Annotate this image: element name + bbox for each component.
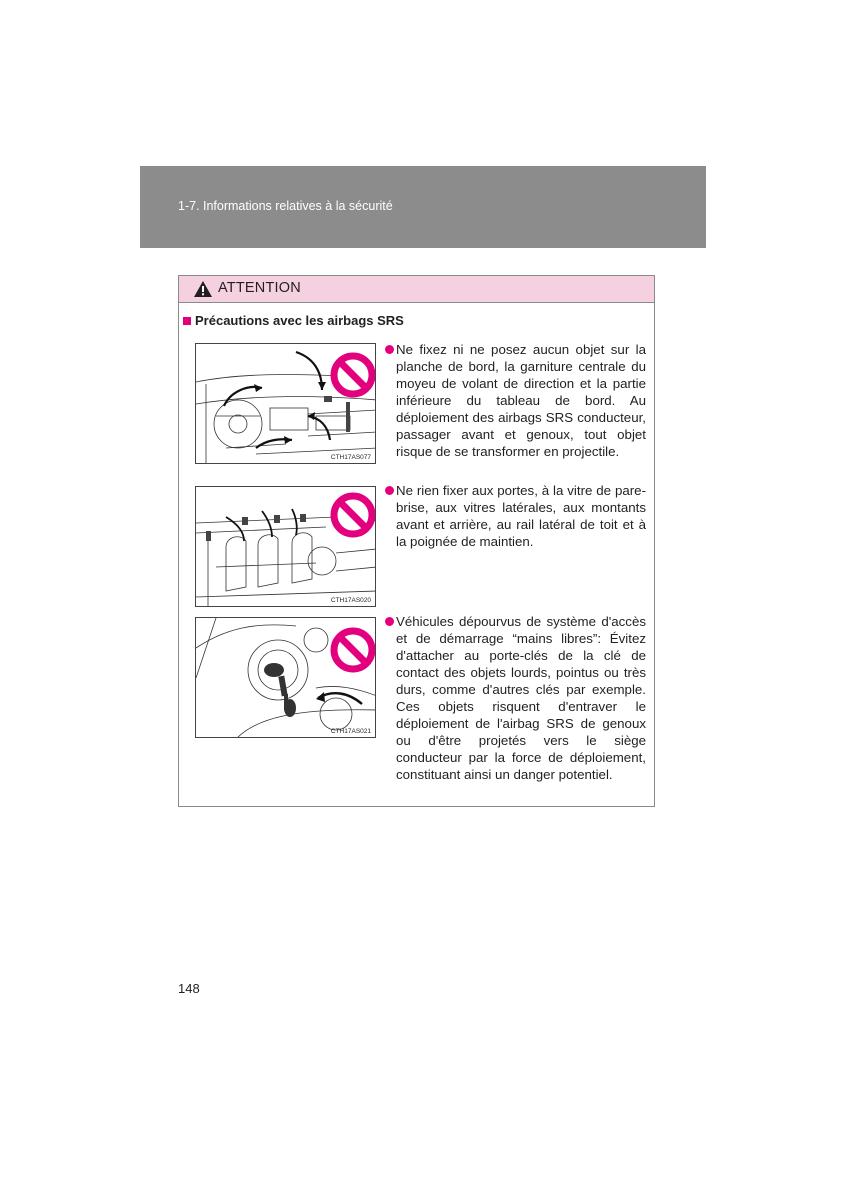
figure-key	[195, 617, 376, 738]
key-illustration	[196, 618, 376, 738]
precautions-heading-text: Précautions avec les airbags SRS	[195, 313, 404, 328]
figure-code: CTH17AS021	[330, 728, 371, 735]
precaution-item-text: Véhicules dépourvus de système d'accès et de démarrage “mains libres”: Évitez d'attacher au porte-clés de la clé de contact des objets lourds, pointus ou très durs, comme d'autres clés par exemple. Ces objets risquent d'entraver le déploiement de l'airbag SRS de genoux ou d'être projetés vers le siège conducteur par la force de déploiement, constituant ainsi un danger potentiel.	[396, 614, 646, 782]
section-title-header: 1-7. Informations relatives à la sécurité	[178, 199, 393, 213]
figure-dashboard	[195, 343, 376, 464]
square-bullet-icon	[183, 317, 191, 325]
circle-bullet-icon	[385, 345, 394, 354]
attention-label: ATTENTION	[218, 280, 301, 296]
precaution-item	[396, 613, 646, 783]
section-header-band	[140, 166, 706, 248]
circle-bullet-icon	[385, 486, 394, 495]
figure-code: CTH17AS077	[330, 454, 371, 461]
attention-header	[179, 276, 654, 303]
precaution-item	[396, 482, 646, 550]
dashboard-illustration	[196, 344, 376, 464]
precaution-item	[396, 341, 646, 460]
warning-triangle-icon	[193, 280, 213, 298]
page-number: 148	[178, 981, 200, 996]
precaution-item-text: Ne rien fixer aux portes, à la vitre de pare-brise, aux vitres latérales, aux montants avant et arrière, au rail latéral de toit et à la poignée de maintien.	[396, 483, 646, 549]
circle-bullet-icon	[385, 617, 394, 626]
figure-code: CTH17AS020	[330, 597, 371, 604]
cabin-illustration	[196, 487, 376, 607]
precaution-item-text: Ne fixez ni ne posez aucun objet sur la planche de bord, la garniture centrale du moyeu de volant de direction et la partie inférieure du tableau de bord. Au déploiement des airbags SRS conducteur, passager avant et genoux, tout objet risque de se transformer en projectile.	[396, 342, 646, 459]
attention-box	[178, 275, 655, 807]
precautions-heading	[183, 313, 404, 328]
figure-cabin	[195, 486, 376, 607]
